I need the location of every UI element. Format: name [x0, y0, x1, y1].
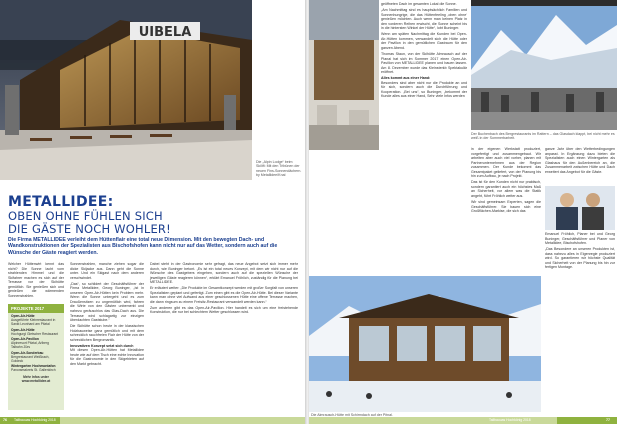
- paragraph: Emanuel Fröhlich, Planer bei und Georg Buninger, Geschäftsführer und Planer von Metallidee, Bischofshofen.: [545, 232, 615, 246]
- heading-title: METALLIDEE:: [8, 194, 114, 210]
- paragraph-text: Mit diesen Open-Air-Hütten hat Metallidee heute wie auf dem Tisch eine echte Innovation für die Gastronomie in den Skigebieten auf den Markt gebracht.: [70, 348, 144, 366]
- projects-header: PROJEKTE 2017: [8, 304, 64, 313]
- paragraph: „Das Besondere an unseren Produkten ist, dass nahezu alles in Eigenregie produziert wird. So garantieren wir höchste Qualität und Sicherheit von der Planung bis hin zur fertigen Montage.: [545, 247, 615, 270]
- portrait-photo: [545, 186, 615, 230]
- project-item: [11, 314, 61, 326]
- hero-photo-lodge: [0, 0, 252, 180]
- paragraph: Das ist für den Kunden nicht nur praktisch, sondern garantiert auch ein höchstes Maß an Sicherheit, vor allem was die Statik angeht, führt Fröhlich weiter aus.: [471, 180, 541, 198]
- subheading: Innovativen Konzept setzt sich durch: [70, 343, 134, 348]
- paragraph-text: Besonders sind aber nicht nur die Produkte an und für sich, sondern auch die Durchführung und Kooperation. „Bei uns“, so Buninger, „bekommt der Kunde alles aus einer Hand, Sehr viele Infos werden: [381, 80, 467, 99]
- left-footer-text: Tallbauuas Hochkönig 2018: [14, 418, 56, 422]
- right-photo-mountain-terrace: [471, 0, 617, 130]
- project-item: [11, 351, 61, 363]
- project-desc: Panoramakreis St. Gallenkirch: [11, 368, 56, 372]
- projects-more-link[interactable]: Mehr Infos unter www.metallidee.at: [21, 375, 51, 383]
- project-desc: Bergrestaurant Weißbach, Goldeck: [11, 354, 50, 363]
- paragraph: Sonnenstrahlen, manche ziehen sogar die dicke Skijacke aus. Dann geht die Sonne unter. Und ein Skigast nach dem anderen verschwindet.: [70, 262, 144, 280]
- paragraph: geöffneten Dach im gesamten Lokal die Sonne.: [381, 2, 457, 6]
- project-item: [11, 337, 61, 349]
- left-column-1: [8, 262, 64, 300]
- right-photo-interior: [309, 0, 379, 150]
- left-column-2: [70, 262, 144, 368]
- right-page-number: 77: [606, 418, 610, 422]
- right-footer-text: Tallbauuas Hochkönig 2018: [489, 418, 531, 422]
- project-desc: Alpinresort Pitztal, Arlberg Talbahn Zürs: [11, 341, 49, 349]
- project-name: Open-Air-Sonderbau: [11, 350, 44, 355]
- hero-photo-caption: Die „Alpin Lodge“ beim Skilift: Mit den Tribünen der neuen Fins-Sonnendächern. by Metallidee/Knal: [256, 160, 302, 178]
- bio-text: [545, 232, 615, 271]
- mountain-terrace-illustration: [471, 0, 617, 130]
- right-photo-almrausch: [309, 276, 541, 412]
- right-footer-bar: [309, 417, 617, 424]
- portrait-illustration: [545, 186, 615, 230]
- left-column-3: [150, 262, 298, 317]
- paragraph: ganze Jahr über den Wetterbedingungen anpasst. In Ergänzung dazu bieten die Spezialisten auch einen Wintergarten als Glashaus für den Außenbereich an, die Zusammenarbeit zwischen Hütte und Dach erweitert das Angebot für die Gäste.: [545, 147, 615, 174]
- article-lead: Die Firma METALLIDEE verleiht dem Hüttenflair eine total neue Dimension. Mit den bewegten Dach- und Wandkonstruktionen der Spezialisten aus Bischofshofen kann nicht nur auf das Wetter, sondern auch auf die Wünsche der Gäste reagiert werden.: [8, 237, 278, 256]
- paragraph: Thomas Staun, von der Skihütte Almrausch auf der Planai hat sich im Sommer 2017 einen Open-Air-Pavillon von METALLIDEE planen und bauen lassen. Am 8. Dezember wurde das Kleinsterkb Spektakulär eröffnet.: [381, 51, 467, 75]
- paragraph: Welcher Hüttenwirt kennt das nicht? Die Sonne lacht vom strahlenden Himmel und die Skifahrer machen es sich auf der Terrasse vor der Skihütte gemütlich. Sie genießen sich und genießen die wärmenden Sonnenstrahlen.: [8, 262, 64, 298]
- heading-subtitle-2: DIE GÄSTE NOCH WOHLER!: [8, 222, 171, 236]
- project-name: Open-Air-Pavillon: [11, 337, 39, 341]
- paragraph: „Am Nachmittag sind es hauptsächlich Familien und Sonnenhungrige, die das Hüttenfeeling ‚oben ohne‘ genießen möchten. Auch wenn man keinen Platz in den vorderen Reihen erwischt, die Sonne scheint bis in die hintersten Winkel der Hütte“, lobt Buninger.: [381, 8, 467, 31]
- left-page: [0, 0, 306, 424]
- interior-illustration: [309, 0, 379, 150]
- paragraph: Wenn am späten Nachmittag die Kunden bei Open-Air-Hütten kommen, verwandelt sich die Hütte oder der Pavillon in den gemütlichen Gastraum für den ganzen Abend.: [381, 32, 467, 50]
- project-desc: Ausgeführte Kleinrestaurant in Sankt Leonhard am Pitztal: [11, 318, 56, 326]
- project-item: [11, 364, 61, 372]
- heading-subtitle-1: OBEN OHNE FÜHLEN SICH: [8, 209, 163, 223]
- paragraph: Wir sind gemeinsam Experten, sagen die Geschäftsführer. Sie bauen sich eine Großflächen-Markise, die sich das: [471, 200, 541, 214]
- projects-list: [8, 313, 64, 386]
- lodge-illustration: [0, 0, 252, 180]
- lodge-sign: UIBELA: [138, 25, 192, 40]
- article-heading: [8, 195, 248, 236]
- subheading: Alles kommt aus einer Hand:: [381, 76, 431, 81]
- right-page: [309, 0, 617, 424]
- paragraph: Dabei steht in der Gastronomie sehr gefragt, das neue Angebot setzt sich immer mehr durch, wie Buninger betont. „Es ist ein total neues Konzept, mit dem wir nicht nur auf die Wünsche des Gastgebers eingehen, sondern auch auf die speziellen Wünsche der jeweiligen Gäste reagieren können“, erklärt Emanuel Fröhlich, zuständig für die Planung bei METALLIDEE.: [150, 262, 298, 285]
- paragraph: Er erläutert weiter: „Die Produkte im Gesamtkonzept werden mit großer Sorgfalt von unseren Spezialisten geplant und gefertigt. Zum einen gibt es die Open-Air-Hütte. Bei dieser Variante kann man ohne viel Aufwand aus einer geschlossenen Hütte eine offene Terrasse machen, die dann ringsum zu einem Freisitz-Restaurant verwandelt werden kann.“: [150, 286, 298, 304]
- paragraph: „Das“, so schildert der Geschäftsführer der Firma Metallidee, Georg Buninger, „ist in unseren Open-Air-Hütten kein Problem mehr. Wenn die Sonne untergeht und es zum Draußensitzen zu ungemütlich wird, fahren die Wirte von den Gästen unbemerkt und nahezu geräuschlos das Glas-Dach aus. Die Terrasse wird schlagartig zur einzigen überdachten Gaststube.“: [70, 281, 144, 323]
- project-name: Open-Air-Hütte: [11, 314, 35, 318]
- right-column-2: [471, 147, 541, 215]
- right-photo2-caption: Der Buchenbach des Bergrestaurants im Rattern – das Glasdach klappt, bei nicht mehr es weiß in der Sommerbarbeit.: [471, 132, 615, 141]
- paragraph: Zum anderen gibt es das Open-Air-Pavillon. Hier handelt es sich um eine freistehende Konstruktion, die nur bei schlechtem Wetter geschlossen wird.: [150, 305, 298, 315]
- right-column-1: [381, 2, 467, 100]
- paragraph: [381, 76, 467, 99]
- project-desc: Hochgurgl Gletscher Restaurant: [11, 331, 59, 336]
- left-footer-bar: [0, 417, 306, 424]
- paragraph: [70, 344, 144, 367]
- paragraph: Die Skihütte schon heute in der klassischen Holzbauweise ganz gemütlich und mit dem schrecklich rauchfreien Flair der Hütte von der schrecklichen Bergromantik.: [70, 324, 144, 342]
- left-page-number: 76: [3, 418, 7, 422]
- projects-box: [8, 304, 64, 410]
- project-name: Open-Air-Hütte: [11, 327, 35, 332]
- right-photo3-caption: Die Almrausch-Hütte mit Schirmdach auf der Pitnal.: [311, 413, 393, 417]
- paragraph: in der eigenen Werkstatt produziert, vorgefertigt und zusammengebaut. Wir arbeiten aber auch viel vorher, planen mit Partnerunternehmen aus der Region zusammen. Der Kunde bekommt das Gesamtpaket geliefert, von der Planung bis hin zum Aufbau, je nach Projekt.: [471, 147, 541, 179]
- right-column-3: [545, 147, 615, 176]
- almrausch-illustration: [309, 276, 541, 412]
- project-name: Wintergarten Hochmontafon: [11, 364, 56, 368]
- project-item: [11, 328, 61, 336]
